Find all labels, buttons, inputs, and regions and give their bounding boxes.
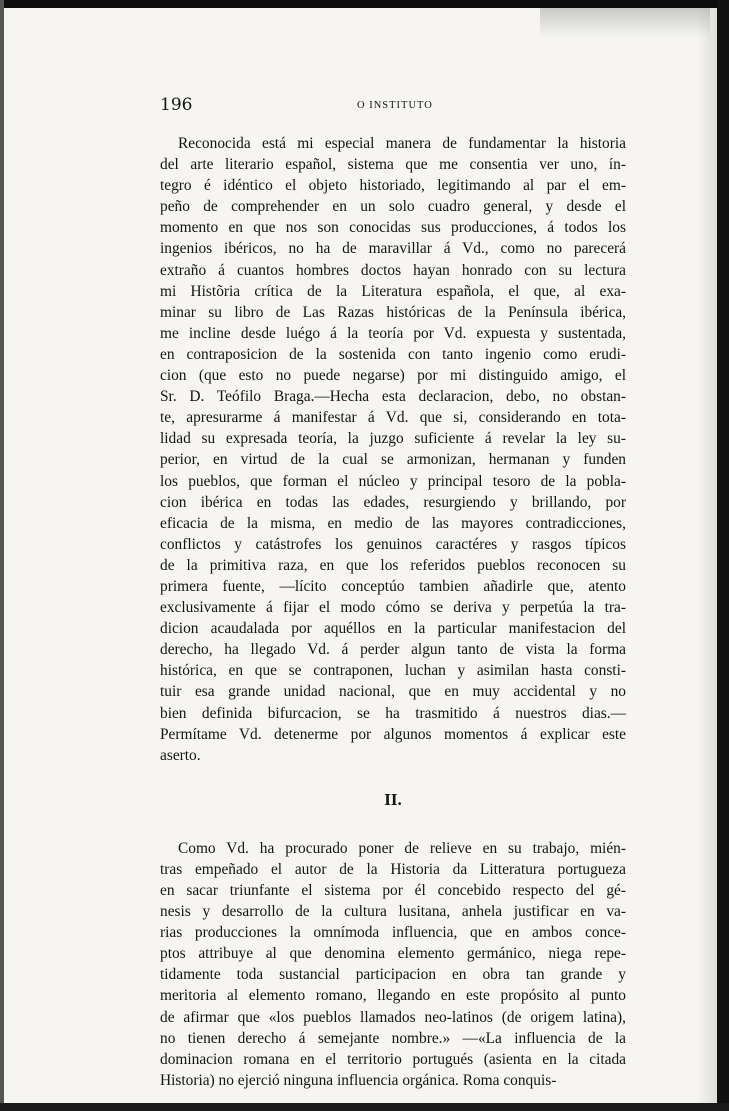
text-line: Como Vd. ha procurado poner de relieve en su trabajo, mién- (178, 839, 626, 857)
scan-shadow-top (540, 8, 710, 38)
text-line: cion ibérica en todas las edades, resurgiendo y brillando, por (160, 493, 626, 511)
text-line: tras empeñado el autor de la Historia da Litteratura portugueza (160, 860, 626, 878)
scan-border-top (0, 0, 729, 8)
text-line: exclusivamente á fijar el modo cómo se deriva y perpetúa la tra- (160, 599, 626, 617)
text-line: Reconocida está mi especial manera de fundamentar la historia (178, 135, 626, 152)
text-line: mi Histõria crítica de la Literatura española, el que, al exa- (160, 282, 626, 300)
text-block (160, 95, 626, 1091)
scan-border-right (717, 0, 729, 1111)
text-line: lidad su expresada teoría, la juzgo suficiente á revelar la ley su- (160, 430, 626, 448)
scan-border-left (0, 0, 4, 1111)
text-line: de afirmar que «los pueblos llamados neo-latinos (de origem latina), (160, 1008, 626, 1026)
text-line: te, apresurarme á manifestar á Vd. que si, considerando en tota- (160, 409, 626, 427)
text-line: aserto. (160, 746, 201, 764)
text-line: dicion acaudalada por aquéllos en la particular manifestacion del (160, 620, 626, 638)
text-line: ptos attribuye al que denomina elemento germánico, niega repe- (160, 945, 626, 963)
text-line: no tienen derecho á semejante nombre.» —«La influencia de la (160, 1029, 626, 1047)
text-line: bien definida bifurcacion, se ha trasmitido á nuestros dias.— (160, 704, 626, 722)
text-line: momento en que nos son conocidas sus producciones, á todos los (160, 219, 626, 237)
page-number: 196 (160, 95, 193, 115)
text-line: rias producciones la omnímoda influencia, que en ambos conce- (160, 924, 626, 942)
text-line: en sacar triunfante el sistema por él concebido respecto del gé- (160, 882, 626, 899)
text-line: histórica, en que se contraponen, luchan y asimilan hasta consti- (160, 662, 626, 680)
text-line: tidamente toda sustancial participacion en obra tan grande y (160, 966, 626, 984)
text-line: en contraposicion de la sostenida con tanto ingenio como erudi- (160, 345, 626, 363)
text-line: tuir esa grande unidad nacional, que en muy accidental y no (160, 683, 626, 701)
paragraph-2 (160, 838, 626, 1091)
text-line: tegro é idéntico el objeto historiado, legitimando al par el em- (160, 177, 626, 195)
scan-border-bottom (0, 1103, 729, 1111)
text-line: derecho, ha llegado Vd. á perder algun tanto de vista la forma (160, 641, 626, 659)
scan-shadow-right (697, 8, 717, 1103)
text-line: ingenios ibéricos, no ha de maravillar á Vd., como no parecerá (160, 240, 626, 258)
text-line: cion (que esto no puede negarse) por mi distinguido amigo, el (160, 367, 626, 385)
text-line: dominacion romana en el territorio portugués (asienta en la citada (160, 1050, 626, 1068)
text-line: Sr. D. Teófilo Braga.—Hecha esta declaracion, debo, no obstan- (160, 388, 626, 406)
section-heading: II. (384, 789, 402, 809)
text-line: del arte literario español, sistema que me consentia ver uno, ín- (160, 156, 626, 174)
paragraph-1 (160, 133, 626, 766)
text-line: peño de comprehender en un solo cuadro general, y desde el (160, 198, 626, 216)
text-line: conflictos y catástrofes los genuinos caractéres y rasgos típicos (160, 535, 626, 553)
text-line: meritoria al elemento romano, llegando en este propósito al punto (160, 987, 626, 1005)
text-line: eficacia de la misma, en medio de las mayores contradicciones, (160, 514, 626, 532)
text-line: Permítame Vd. detenerme por algunos momentos á explicar este (160, 725, 626, 743)
text-line: extraño á cuantos hombres doctos hayan honrado con su lectura (160, 261, 626, 279)
text-line: minar su libro de Las Razas históricas de la Península ibérica, (160, 303, 626, 321)
page-header (160, 95, 626, 119)
text-line: me incline desde luégo á la teoría por Vd. expuesta y sustentada, (160, 324, 626, 342)
running-title: O INSTITUTO (357, 100, 433, 111)
text-line: perior, en virtud de la cual se armonizan, hermanan y funden (160, 451, 626, 469)
text-line: primera fuente, —lícito conceptúo tambien añadirle que, atento (160, 577, 626, 595)
text-line: los pueblos, que forman el núcleo y principal tesoro de la pobla- (160, 472, 626, 490)
text-line: de la primitiva raza, en que los referidos pueblos reconocen su (160, 556, 626, 574)
text-line: Historia) no ejerció ninguna influencia orgánica. Roma conquis- (160, 1071, 557, 1089)
text-line: nesis y desarrollo de la cultura lusitana, anhela justificar en va- (160, 903, 626, 921)
